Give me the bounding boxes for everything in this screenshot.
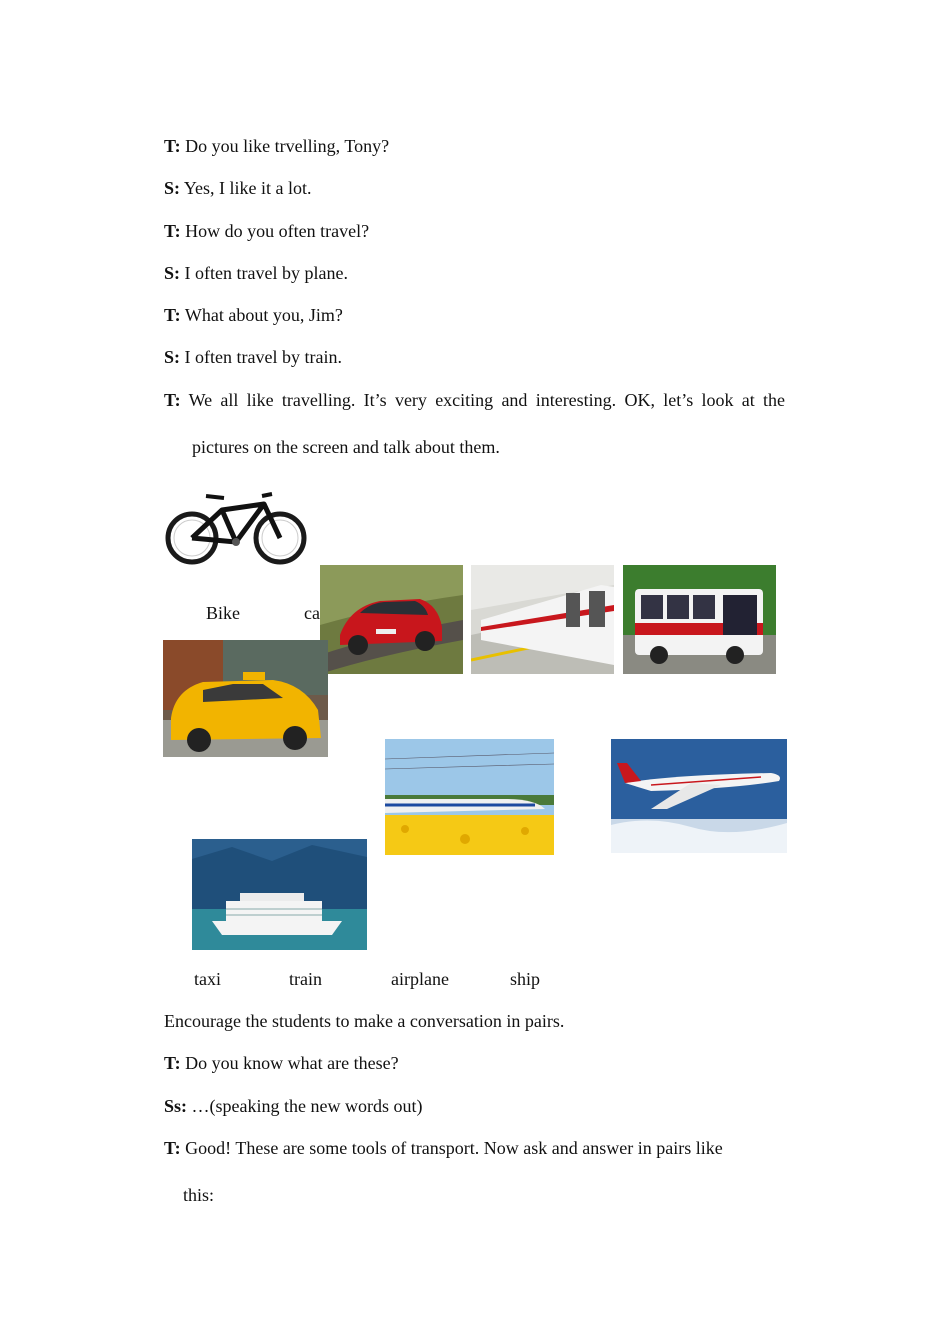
dialogue-text: Good! These are some tools of transport. Now ask and answer in pairs like <box>180 1138 723 1158</box>
dialogue-line <box>164 1136 723 1160</box>
bike-label: Bike <box>206 603 240 623</box>
dialogue-line <box>164 261 348 285</box>
speaker-label: T: <box>164 1138 181 1158</box>
speaker-label: S: <box>164 347 181 367</box>
dialogue-line <box>164 345 342 369</box>
dialogue-line <box>164 1051 399 1075</box>
car-image-overlay <box>320 565 463 674</box>
dialogue-line <box>164 134 389 158</box>
dialogue-text: Do you like trvelling, Tony? <box>180 136 390 156</box>
dialogue-line <box>164 176 312 200</box>
speaker-label: S: <box>164 178 181 198</box>
car-label: ca <box>304 603 320 623</box>
dialogue-text: How do you often travel? <box>180 221 370 241</box>
speaker-label: T: <box>164 221 181 241</box>
taxi-label: taxi <box>194 969 221 989</box>
airplane-label: airplane <box>391 969 449 989</box>
speaker-label: T: <box>164 390 181 410</box>
speaker-label: Ss: <box>164 1096 188 1116</box>
dialogue-continuation: this: <box>183 1185 215 1205</box>
dialogue-text: I often travel by plane. <box>180 263 348 283</box>
dialogue-line <box>164 219 369 243</box>
taxi-image <box>163 640 328 757</box>
speaker-label: S: <box>164 263 181 283</box>
ship-label: ship <box>510 969 541 989</box>
ship-image <box>192 839 367 950</box>
bike-image <box>164 488 310 568</box>
dialogue-text: What about you, Jim? <box>180 305 343 325</box>
speaker-label: T: <box>164 305 181 325</box>
train-label: train <box>289 969 322 989</box>
bus-image <box>623 565 776 674</box>
dialogue-text: Do you know what are these? <box>180 1053 399 1073</box>
dialogue-line <box>164 303 343 327</box>
dialogue-line <box>164 1094 422 1118</box>
dialogue-text: I often travel by train. <box>180 347 342 367</box>
airplane-image <box>611 739 787 853</box>
speaker-label: T: <box>164 1053 181 1073</box>
dialogue-text: …(speaking the new words out) <box>187 1096 423 1116</box>
dialogue-text: Yes, I like it a lot. <box>180 178 312 198</box>
dialogue-continuation: pictures on the screen and talk about them. <box>192 437 500 457</box>
instruction-text: Encourage the students to make a conversation in pairs. <box>164 1011 565 1031</box>
dialogue-text: We all like travelling. It’s very exciting and interesting. OK, let’s look at the <box>180 390 785 410</box>
speaker-label: T: <box>164 136 181 156</box>
train-image <box>385 739 554 855</box>
dialogue-line <box>164 388 785 412</box>
subway-image <box>471 565 614 674</box>
